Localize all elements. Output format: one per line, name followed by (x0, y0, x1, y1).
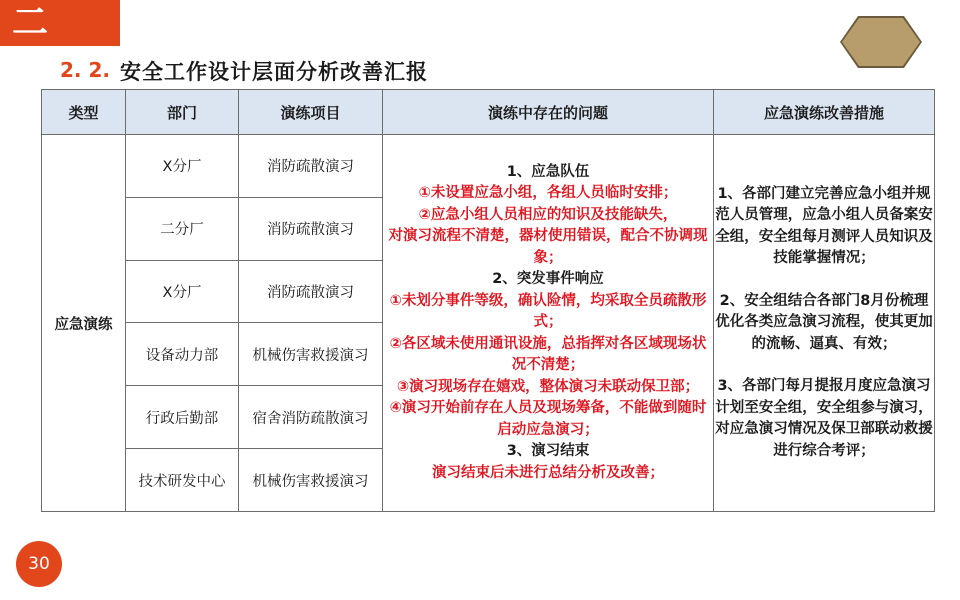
measure-item: 3、各部门每月提报月度应急演习计划至安全组，安全组参与演习，对应急演习情况及保卫部联动救援进行综合考评； (715, 378, 933, 459)
column-header-department: 部门 (126, 90, 239, 135)
drill-analysis-table (41, 89, 935, 512)
problem-line: 2、突发事件响应 (492, 271, 604, 288)
problem-line: ②各区域未使用通讯设施，总指挥对各区域现场状况不清楚； (389, 335, 707, 374)
department-cell: 设备动力部 (126, 323, 239, 386)
problem-line: 1、应急队伍 (506, 163, 590, 180)
problem-line: 对演习流程不清楚，器材使用错误，配合不协调现象； (388, 228, 708, 266)
problem-line: ③演习现场存在嬉戏，整体演习未联动保卫部； (396, 378, 700, 395)
department-cell: X分厂 (126, 260, 239, 323)
column-header-type: 类型 (42, 90, 126, 135)
problem-line: ①未划分事件等级，确认险情，均采取全员疏散形式； (389, 292, 707, 331)
table-header-row (42, 90, 935, 135)
project-cell: 消防疏散演习 (239, 260, 383, 323)
project-cell: 机械伤害救援演习 (239, 449, 383, 512)
column-header-project: 演练项目 (239, 90, 383, 135)
department-cell: 行政后勤部 (126, 386, 239, 449)
project-cell: 消防疏散演习 (239, 135, 383, 198)
page-number-badge: 30 (16, 541, 62, 587)
project-cell: 宿舍消防疏散演习 (239, 386, 383, 449)
measures-cell (714, 135, 935, 512)
department-cell: 二分厂 (126, 197, 239, 260)
section-corner-block (0, 0, 120, 46)
page-title: 安全工作设计层面分析改善汇报 (120, 60, 428, 84)
problem-line: ①未设置应急小组，各组人员临时安排； (418, 185, 678, 202)
column-header-problems: 演练中存在的问题 (383, 90, 714, 135)
problem-line: ④演习开始前存在人员及现场筹备，不能做到随时启动应急演习； (389, 400, 707, 438)
problem-line: 演习结束后未进行总结分析及改善； (432, 464, 664, 481)
section-numeral: 二 (12, 2, 51, 43)
column-header-measures: 应急演练改善措施 (714, 90, 935, 135)
problem-line: ②应急小组人员相应的知识及技能缺失， (418, 206, 678, 223)
type-cell: 应急演练 (42, 135, 126, 512)
project-cell: 消防疏散演习 (239, 197, 383, 260)
table-row (42, 135, 935, 198)
problem-line: 3、演习结束 (506, 443, 590, 460)
department-cell: 技术研发中心 (126, 449, 239, 512)
measure-item: 1、各部门建立完善应急小组并规范人员管理，应急小组人员备案安全组，安全组每月测评人员知识及技能掌握情况； (715, 185, 933, 267)
department-cell: X分厂 (126, 135, 239, 198)
project-cell: 机械伤害救援演习 (239, 323, 383, 386)
measure-item: 2、安全组结合各部门8月份梳理优化各类应急演习流程，使其更加的流畅、逼真、有效； (715, 292, 933, 352)
section-number: 2. 2. (60, 58, 110, 82)
problems-cell (383, 135, 714, 512)
